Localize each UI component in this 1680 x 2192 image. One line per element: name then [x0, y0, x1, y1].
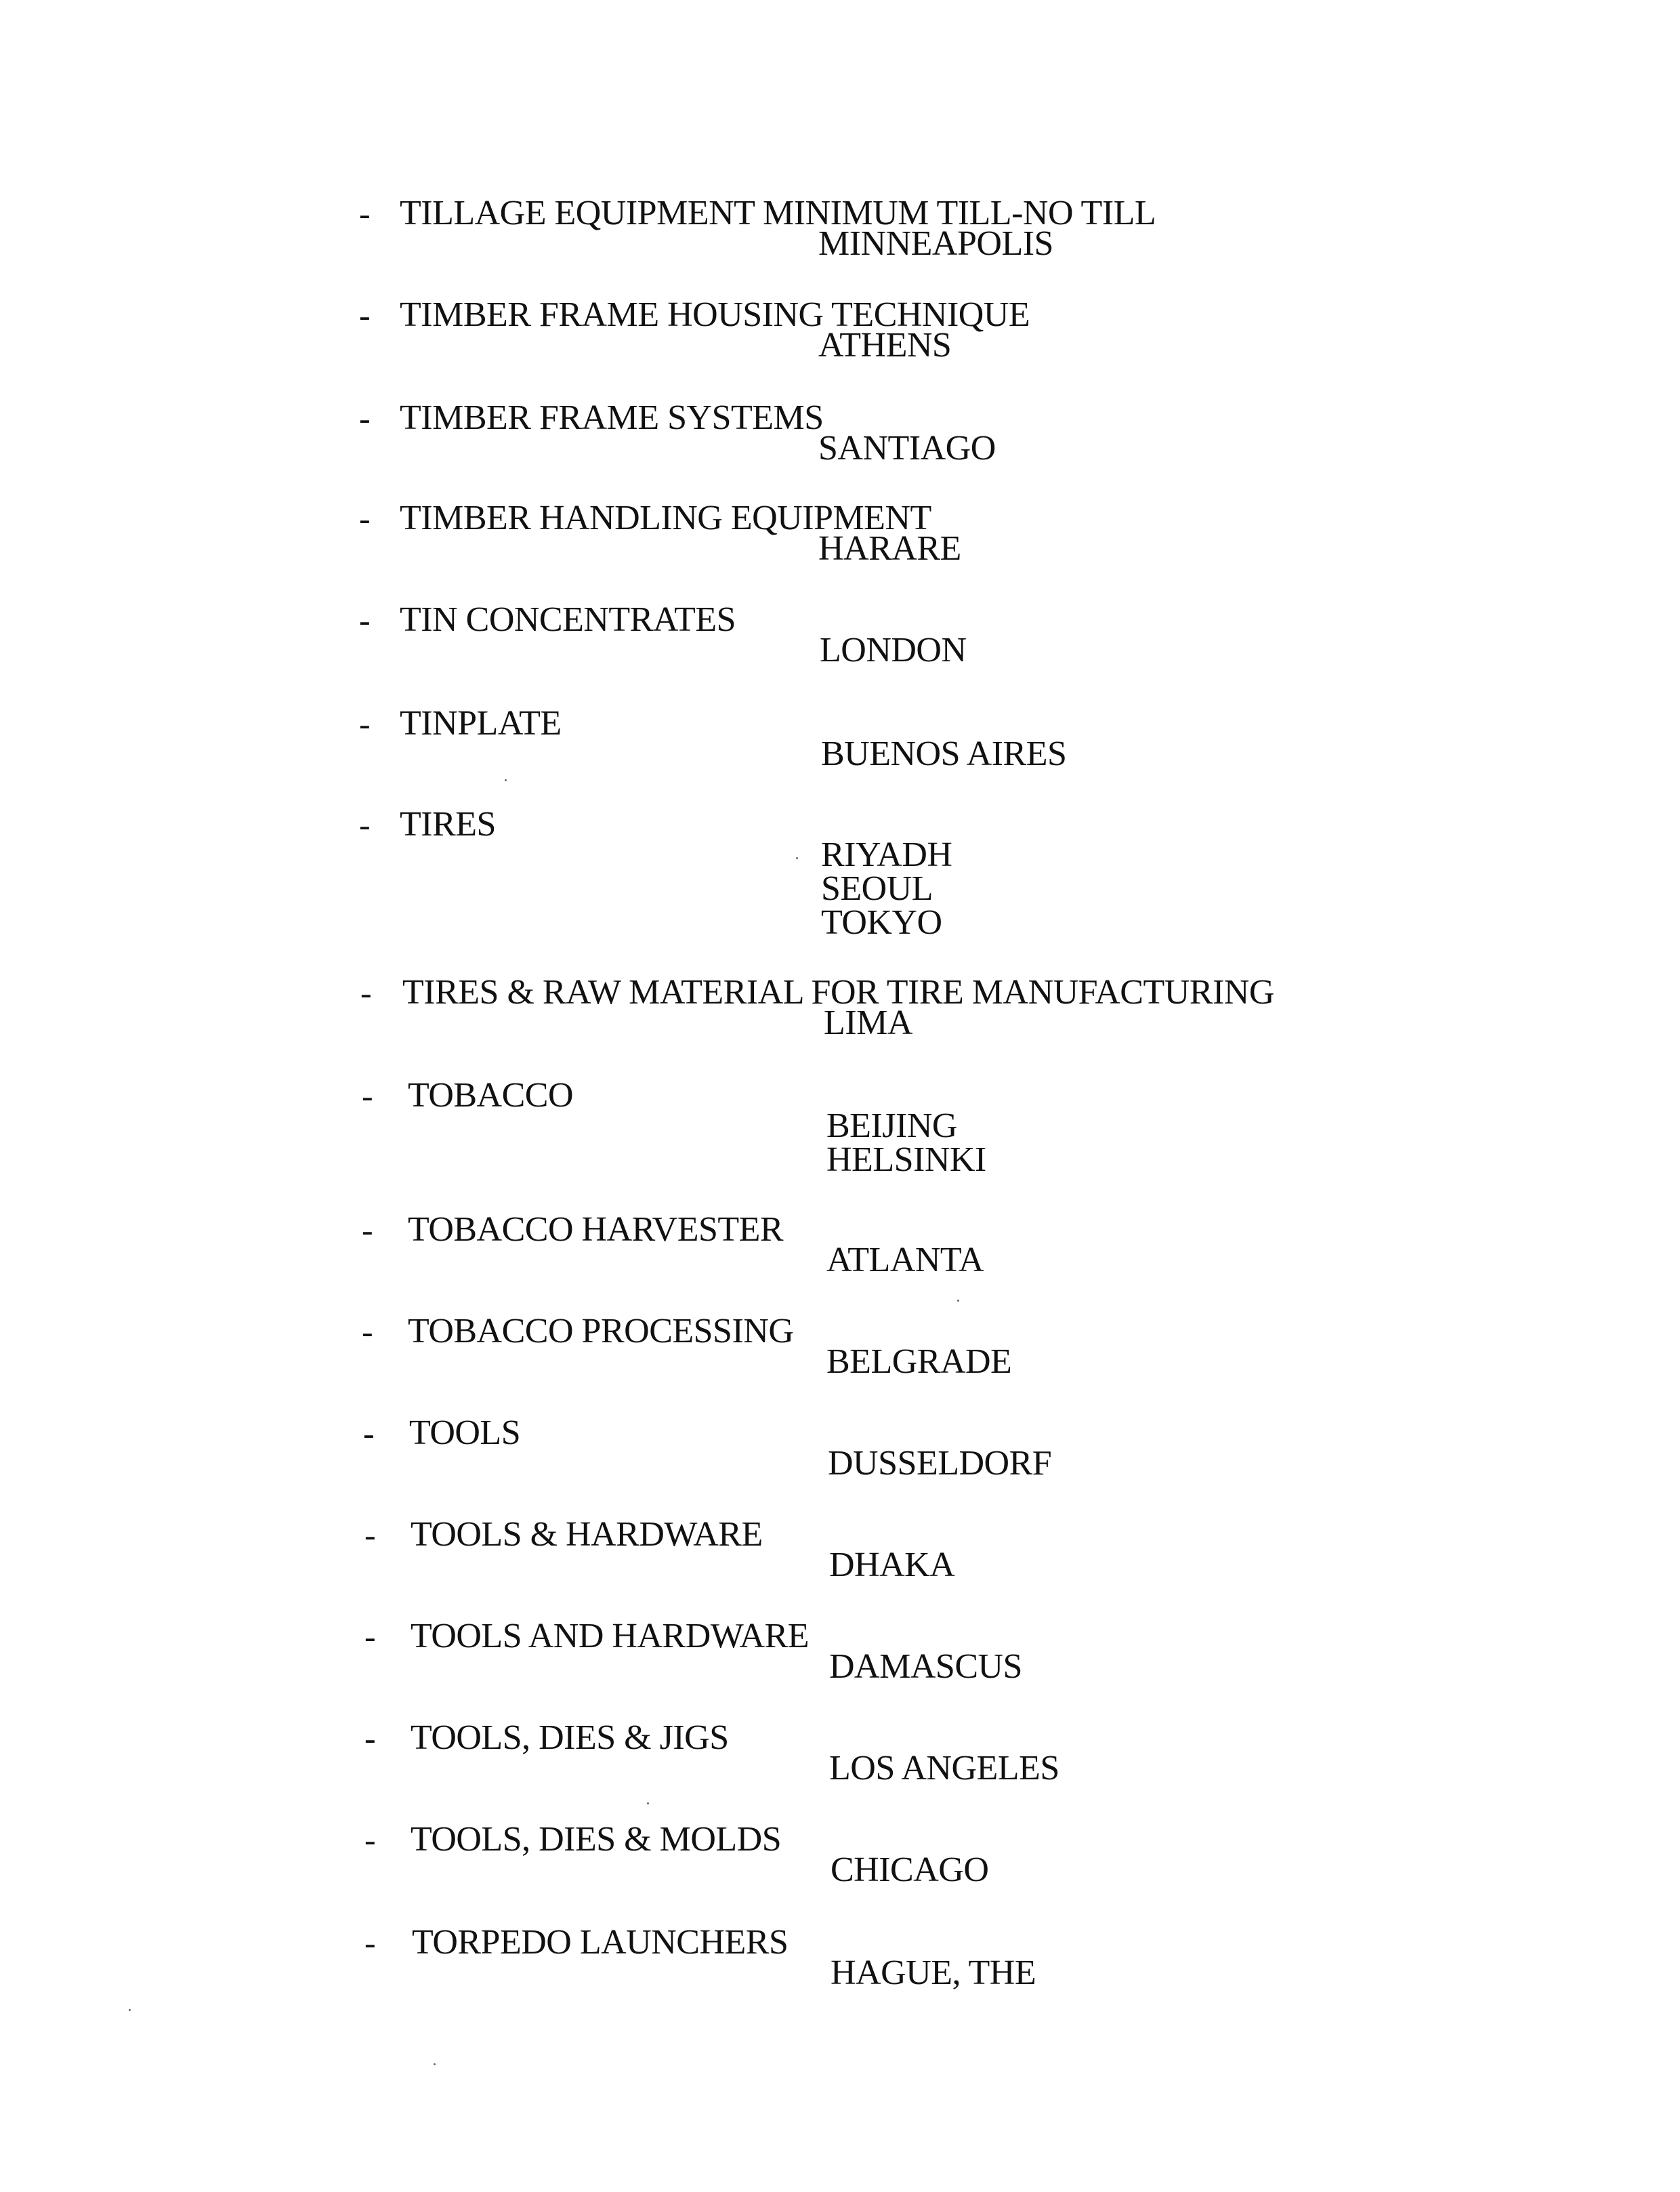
- city-list: [831, 1850, 989, 1889]
- city-list: [818, 529, 961, 568]
- bullet-dash: -: [359, 296, 371, 334]
- product-name: TOBACCO: [408, 1076, 574, 1115]
- product-name: TIMBER FRAME SYSTEMS: [400, 398, 824, 437]
- city-list: [818, 224, 1053, 263]
- city-list: [818, 326, 952, 365]
- bullet-dash: -: [359, 399, 371, 437]
- city-name: HARARE: [818, 529, 961, 568]
- city-list: [829, 1647, 1022, 1686]
- city-name: SANTIAGO: [818, 429, 996, 468]
- product-name: TOOLS, DIES & MOLDS: [411, 1820, 782, 1859]
- scan-speck: [796, 857, 798, 859]
- bullet-dash: -: [359, 806, 371, 844]
- bullet-dash: -: [360, 974, 372, 1012]
- city-name: TOKYO: [821, 903, 942, 942]
- bullet-dash: -: [364, 1821, 376, 1859]
- product-name: TIMBER HANDLING EQUIPMENT: [400, 499, 931, 537]
- city-name: ATLANTA: [826, 1241, 984, 1279]
- city-name: ATHENS: [818, 326, 952, 365]
- bullet-dash: -: [359, 601, 371, 639]
- city-name: DHAKA: [829, 1546, 955, 1584]
- city-list: [829, 1749, 1059, 1787]
- product-name: TIRES & RAW MATERIAL FOR TIRE MANUFACTURING: [402, 973, 1274, 1012]
- scan-speck: [129, 2009, 131, 2011]
- scan-speck: [647, 1802, 649, 1804]
- city-list: [826, 1243, 984, 1277]
- bullet-dash: -: [364, 1719, 376, 1757]
- product-name: TILLAGE EQUIPMENT MINIMUM TILL-NO TILL: [400, 194, 1156, 232]
- city-name: DAMASCUS: [829, 1647, 1022, 1686]
- product-name: TORPEDO LAUNCHERS: [412, 1923, 789, 1962]
- bullet-dash: -: [364, 1617, 376, 1655]
- product-name: TIMBER FRAME HOUSING TECHNIQUE: [400, 295, 1030, 334]
- city-name: CHICAGO: [831, 1850, 989, 1889]
- bullet-dash: -: [364, 1516, 376, 1554]
- city-name: RIYADH: [821, 835, 952, 874]
- product-name: TINPLATE: [400, 704, 562, 743]
- city-list: [831, 1953, 1036, 1992]
- product-name: TIN CONCENTRATES: [400, 600, 736, 639]
- city-list: [828, 1444, 1052, 1483]
- city-list: [820, 631, 967, 669]
- city-name: BELGRADE: [826, 1342, 1012, 1381]
- product-name: TOOLS AND HARDWARE: [411, 1617, 810, 1655]
- city-name: HELSINKI: [826, 1140, 986, 1179]
- city-list: [826, 1342, 1012, 1381]
- city-list: [824, 1006, 912, 1040]
- city-list: [829, 1548, 954, 1582]
- city-name: LONDON: [820, 631, 967, 669]
- bullet-dash: -: [363, 1414, 375, 1452]
- product-name: TOOLS & HARDWARE: [411, 1515, 763, 1554]
- city-name: LOS ANGELES: [829, 1749, 1059, 1787]
- city-name: BUENOS AIRES: [821, 735, 1067, 773]
- city-list: [821, 835, 952, 942]
- product-name: TIRES: [400, 805, 496, 844]
- city-name: MINNEAPOLIS: [818, 224, 1053, 263]
- bullet-dash: -: [364, 1924, 376, 1962]
- bullet-dash: -: [362, 1211, 373, 1249]
- city-name: DUSSELDORF: [828, 1444, 1052, 1483]
- city-name: LIMA: [824, 1004, 912, 1042]
- product-name: TOBACCO PROCESSING: [408, 1312, 794, 1350]
- product-name: TOOLS, DIES & JIGS: [411, 1718, 729, 1757]
- scan-speck: [434, 2063, 436, 2065]
- bullet-dash: -: [359, 194, 371, 232]
- product-name: TOOLS: [409, 1413, 521, 1452]
- bullet-dash: -: [359, 705, 371, 743]
- scan-speck: [505, 779, 507, 781]
- bullet-dash: -: [359, 499, 371, 537]
- bullet-dash: -: [362, 1077, 373, 1115]
- product-name: TOBACCO HARVESTER: [408, 1210, 784, 1249]
- city-name: BEIJING: [826, 1107, 957, 1145]
- city-list: [826, 1109, 986, 1177]
- city-list: [818, 429, 996, 468]
- city-name: SEOUL: [821, 869, 933, 908]
- city-name: HAGUE, THE: [831, 1953, 1036, 1992]
- city-list: [821, 737, 1066, 771]
- bullet-dash: -: [362, 1312, 373, 1350]
- scan-speck: [957, 1300, 959, 1302]
